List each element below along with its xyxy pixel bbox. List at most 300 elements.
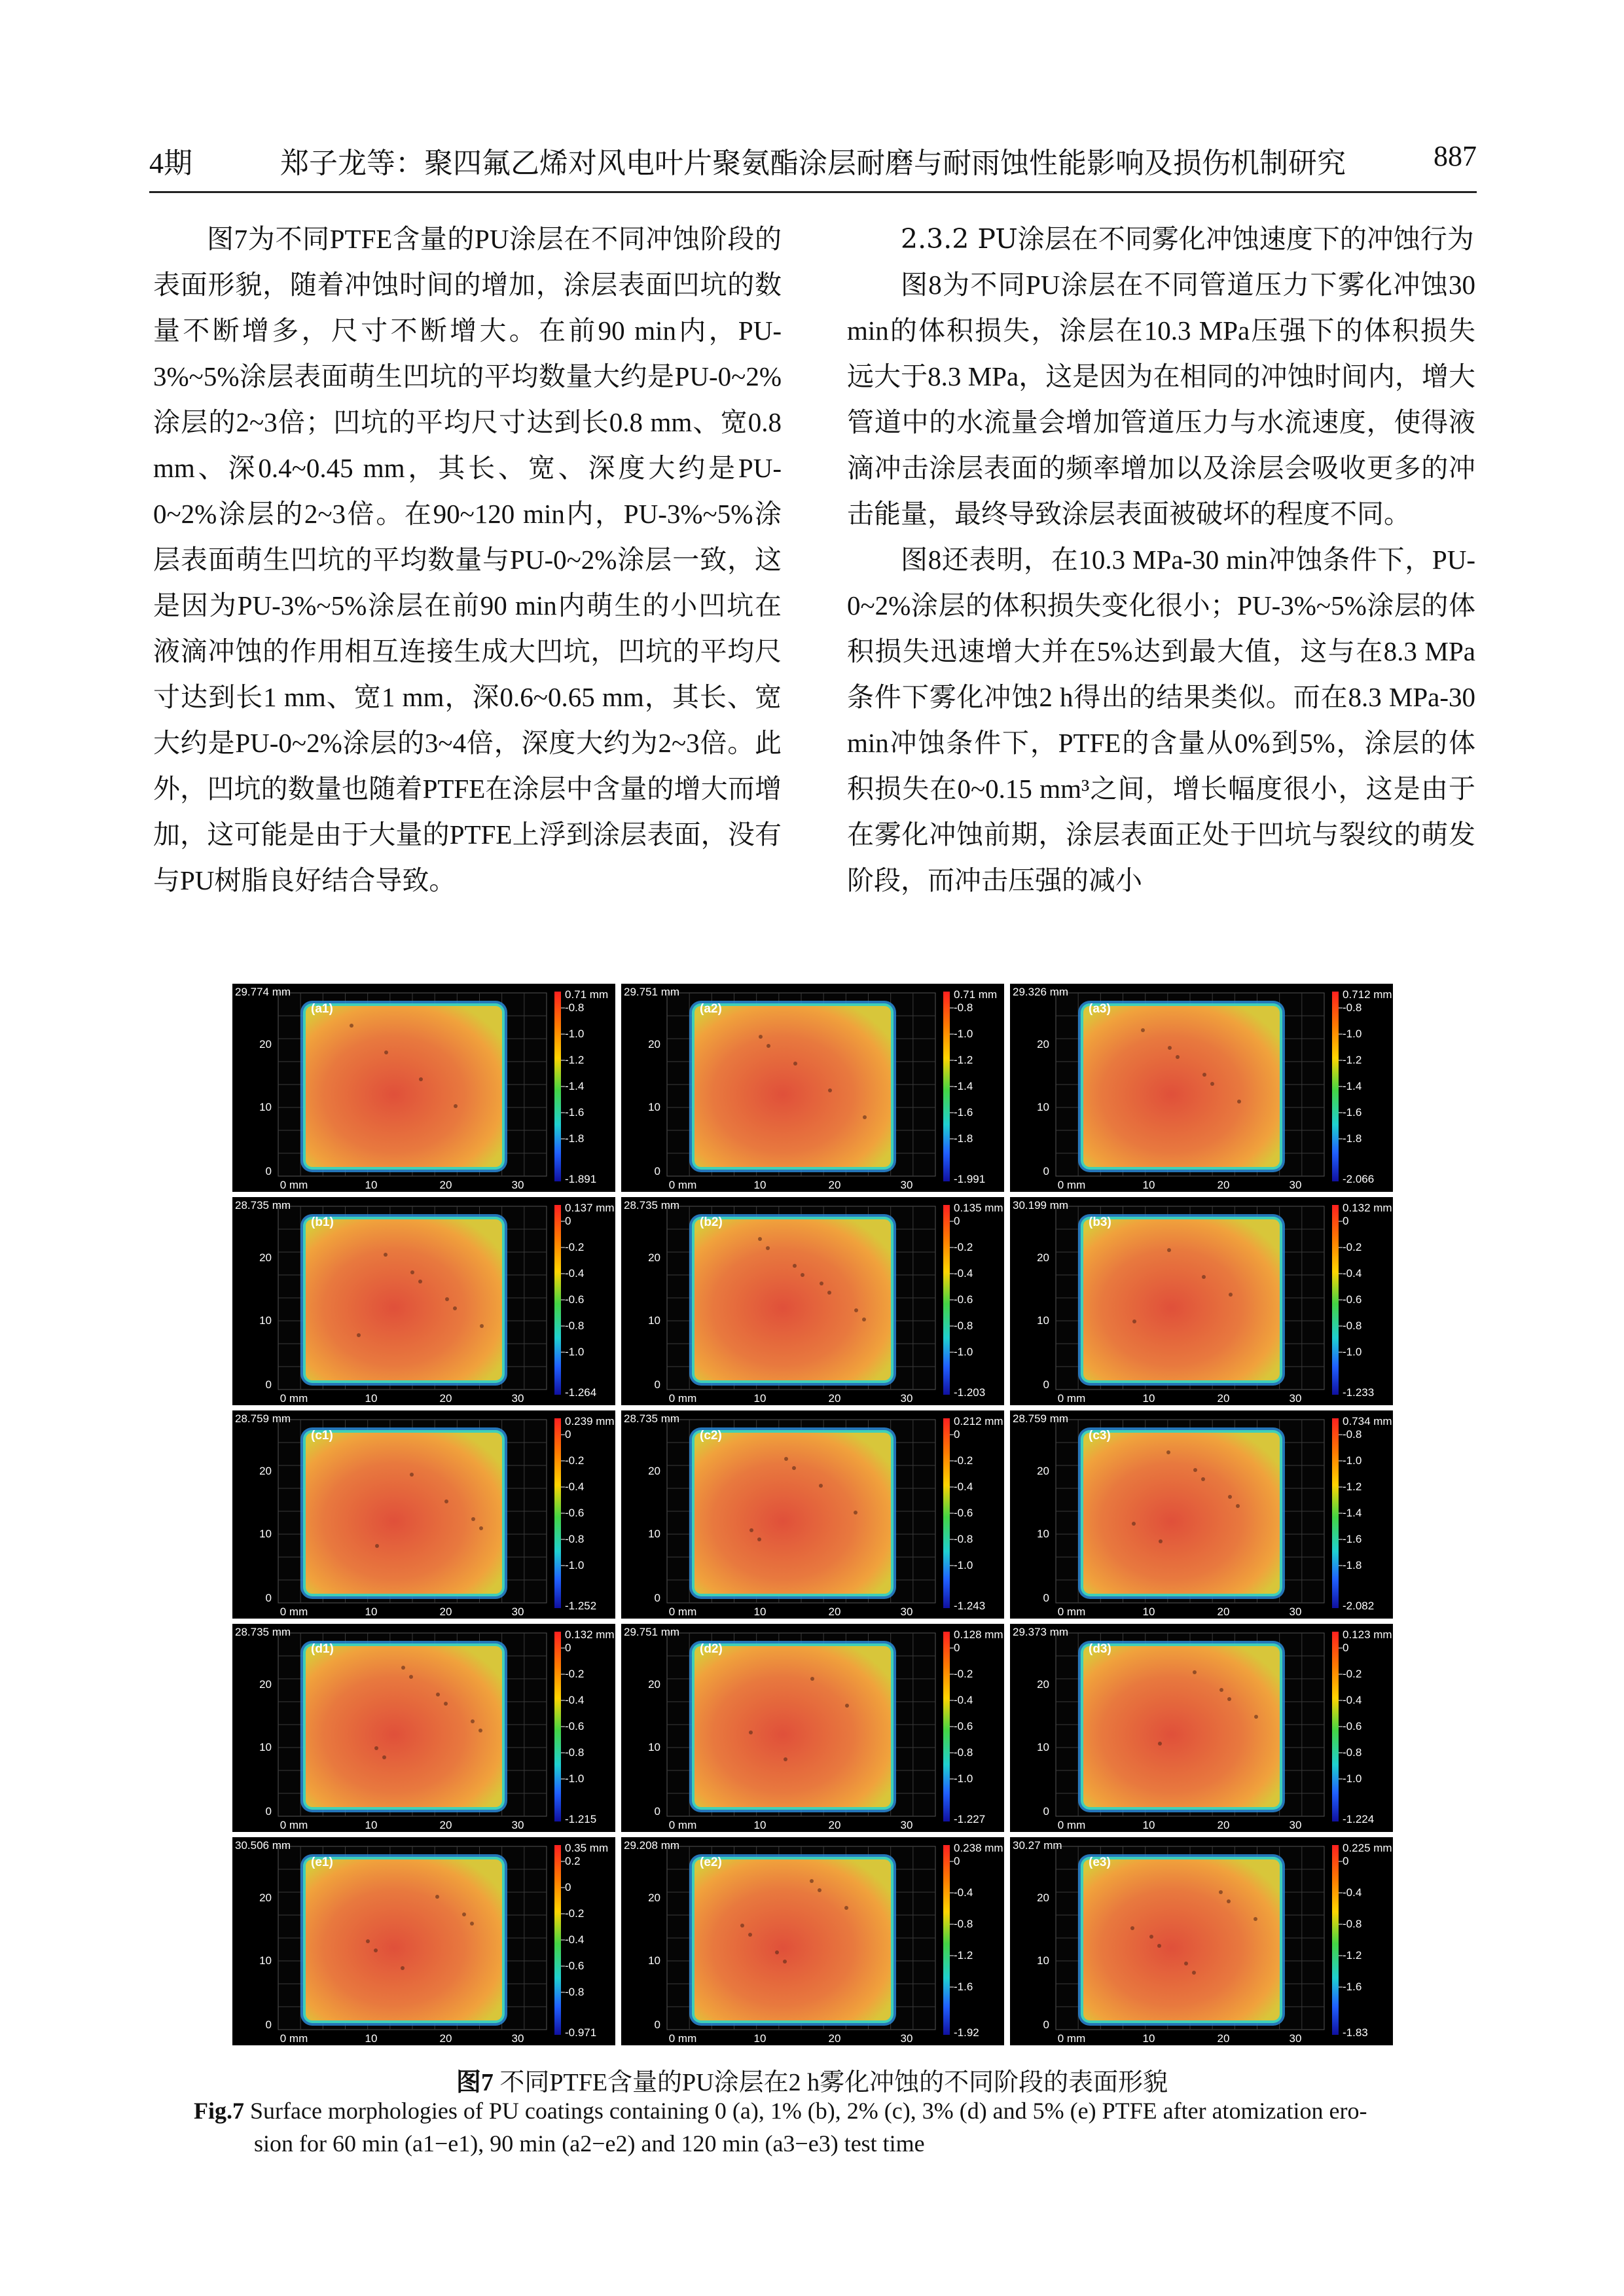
x-tick-label: 0 mm xyxy=(668,1392,697,1405)
surface-map xyxy=(232,1837,615,2045)
colorbar-tick: 0 xyxy=(1343,1641,1349,1654)
x-tick-label: 30 xyxy=(900,1179,913,1191)
issue-number: 4期 xyxy=(149,147,192,179)
panel-label: (b3) xyxy=(1089,1215,1111,1229)
y-tick-label: 0 xyxy=(265,1592,272,1604)
colorbar-tick: -1.4 xyxy=(954,1080,973,1092)
colorbar-tick: -0.8 xyxy=(954,1918,973,1930)
colorbar-tick: -1.8 xyxy=(1343,1132,1362,1145)
x-tick-label: 0 mm xyxy=(1057,1392,1086,1405)
y-extent-label: 30.199 mm xyxy=(1013,1199,1069,1211)
panel-label: (a1) xyxy=(311,1002,333,1016)
x-tick-label: 10 xyxy=(753,1605,767,1618)
colorbar-tick: -0.6 xyxy=(1343,1293,1362,1306)
x-tick-label: 30 xyxy=(900,2032,913,2045)
colorbar-tick: -0.2 xyxy=(954,1668,973,1680)
figure-caption-cn xyxy=(0,2062,1624,2098)
colorbar-tick: -1.0 xyxy=(565,1346,585,1358)
colorbar-max: 0.35 mm xyxy=(565,1842,609,1854)
panel-label: (d3) xyxy=(1089,1642,1111,1656)
surface-map xyxy=(621,1624,1004,1832)
x-tick-label: 30 xyxy=(511,1819,524,1831)
surface-map-panel xyxy=(621,1410,1004,1619)
colorbar-tick: -1.2 xyxy=(954,1054,973,1066)
y-tick-label: 10 xyxy=(648,1314,660,1327)
colorbar xyxy=(554,1845,561,2035)
y-tick-label: 10 xyxy=(1037,1528,1049,1540)
y-tick-label: 20 xyxy=(1037,1465,1049,1477)
surface-map xyxy=(621,1410,1004,1619)
section-heading: 2.3.2 PU涂层在不同雾化冲蚀速度下的冲蚀行为 xyxy=(901,223,1474,255)
y-tick-label: 20 xyxy=(259,1465,272,1477)
surface-map xyxy=(1010,1410,1393,1619)
y-tick-label: 10 xyxy=(648,1741,660,1753)
colorbar-tick: -1.2 xyxy=(1343,1949,1362,1962)
y-tick-label: 10 xyxy=(259,1954,272,1967)
surface-map-panel xyxy=(1010,1410,1393,1619)
x-tick-label: 10 xyxy=(1142,1179,1155,1191)
y-tick-label: 20 xyxy=(1037,1038,1049,1050)
colorbar-min: -1.264 xyxy=(565,1386,597,1399)
colorbar-tick: 0 xyxy=(954,1641,960,1654)
surface-map-panel xyxy=(621,1197,1004,1405)
colorbar-tick: -0.4 xyxy=(1343,1886,1362,1899)
y-tick-label: 0 xyxy=(654,2018,660,2031)
x-tick-label: 0 mm xyxy=(280,1819,308,1831)
colorbar-min: -2.082 xyxy=(1343,1600,1375,1612)
x-tick-label: 30 xyxy=(1289,1605,1302,1618)
panel-label: (e2) xyxy=(700,1856,722,1869)
colorbar-max: 0.225 mm xyxy=(1343,1842,1392,1854)
colorbar-min: -1.891 xyxy=(565,1173,597,1185)
surface-map-panel xyxy=(621,984,1004,1192)
surface-map-panel xyxy=(1010,1197,1393,1405)
colorbar-min: -1.227 xyxy=(954,1813,986,1825)
panel-label: (a2) xyxy=(700,1002,722,1016)
colorbar-tick: -0.4 xyxy=(565,1267,585,1280)
x-tick-label: 10 xyxy=(365,2032,378,2045)
surface-map xyxy=(621,1837,1004,2045)
colorbar xyxy=(943,1632,950,1821)
colorbar-tick: 0 xyxy=(954,1215,960,1227)
x-tick-label: 30 xyxy=(1289,1819,1302,1831)
colorbar-tick: 0 xyxy=(565,1641,571,1654)
colorbar-max: 0.132 mm xyxy=(1343,1202,1392,1214)
colorbar xyxy=(1332,992,1339,1181)
colorbar xyxy=(554,992,561,1181)
x-tick-label: 10 xyxy=(365,1179,378,1191)
x-tick-label: 0 mm xyxy=(668,1179,697,1191)
y-tick-label: 20 xyxy=(259,1892,272,1904)
x-tick-label: 20 xyxy=(439,1179,452,1191)
y-tick-label: 20 xyxy=(259,1038,272,1050)
colorbar xyxy=(943,1205,950,1395)
colorbar-tick: -1.2 xyxy=(1343,1480,1362,1493)
colorbar-tick: -0.8 xyxy=(565,1746,585,1759)
colorbar-tick: -0.4 xyxy=(565,1694,585,1706)
x-tick-label: 30 xyxy=(1289,1179,1302,1191)
x-tick-label: 0 mm xyxy=(1057,1605,1086,1618)
surface-map xyxy=(232,1197,615,1405)
y-tick-label: 20 xyxy=(648,1678,660,1691)
colorbar-tick: -0.4 xyxy=(954,1886,973,1899)
x-tick-label: 20 xyxy=(828,1605,841,1618)
colorbar-min: -1.92 xyxy=(954,2026,979,2039)
colorbar-tick: -1.4 xyxy=(565,1080,585,1092)
page-number: 887 xyxy=(1434,140,1477,172)
y-extent-label: 29.373 mm xyxy=(1013,1626,1069,1638)
y-tick-label: 10 xyxy=(259,1101,272,1113)
colorbar xyxy=(554,1632,561,1821)
panel-label: (e1) xyxy=(311,1856,333,1869)
y-tick-label: 10 xyxy=(259,1741,272,1753)
surface-map xyxy=(621,984,1004,1192)
x-tick-label: 20 xyxy=(1217,1605,1230,1618)
surface-map xyxy=(1010,1837,1393,2045)
colorbar-tick: -1.6 xyxy=(1343,1106,1362,1119)
y-tick-label: 20 xyxy=(259,1678,272,1691)
x-tick-label: 0 mm xyxy=(280,1392,308,1405)
colorbar-tick: -1.0 xyxy=(565,1559,585,1571)
body-paragraph: 图8为不同PU涂层在不同管道压力下雾化冲蚀30 min的体积损失，涂层在10.3 MPa压强下的体积损失远大于8.3 MPa，这是因为在相同的冲蚀时间内，增大管道中的水流量会增加管道压力与水流速度，使得液滴冲击涂层表面的频率增加以及涂层会吸收更多的冲击能量，最终导致涂层表面被破坏的程度不同。 xyxy=(847,270,1475,529)
surface-map-panel xyxy=(1010,1624,1393,1832)
colorbar-tick: -0.2 xyxy=(1343,1668,1362,1680)
colorbar-tick: -1.8 xyxy=(954,1132,973,1145)
colorbar-tick: -0.8 xyxy=(1343,1428,1362,1441)
colorbar-tick: -0.8 xyxy=(565,1986,585,1998)
colorbar-tick: 0 xyxy=(1343,1215,1349,1227)
surface-map-panel xyxy=(232,1837,615,2045)
colorbar-max: 0.123 mm xyxy=(1343,1628,1392,1641)
colorbar-tick: -0.6 xyxy=(954,1293,973,1306)
surface-map-panel xyxy=(232,984,615,1192)
right-column xyxy=(847,216,1475,903)
y-tick-label: 20 xyxy=(648,1251,660,1264)
colorbar-tick: -1.8 xyxy=(565,1132,585,1145)
y-tick-label: 20 xyxy=(648,1038,660,1050)
surface-map xyxy=(232,1624,615,1832)
colorbar-tick: -0.2 xyxy=(565,1668,585,1680)
y-tick-label: 10 xyxy=(648,1101,660,1113)
surface-map xyxy=(1010,1624,1393,1832)
colorbar-tick: -0.4 xyxy=(565,1933,585,1946)
y-tick-label: 0 xyxy=(654,1592,660,1604)
x-tick-label: 20 xyxy=(828,1819,841,1831)
colorbar-tick: -0.8 xyxy=(954,1001,973,1014)
y-tick-label: 0 xyxy=(654,1165,660,1177)
colorbar-max: 0.128 mm xyxy=(954,1628,1003,1641)
surface-map-panel xyxy=(621,1837,1004,2045)
y-tick-label: 10 xyxy=(1037,1954,1049,1967)
x-tick-label: 10 xyxy=(753,2032,767,2045)
colorbar-tick: -1.0 xyxy=(1343,1454,1362,1467)
colorbar-max: 0.71 mm xyxy=(954,988,998,1001)
colorbar xyxy=(554,1205,561,1395)
surface-map-panel xyxy=(1010,984,1393,1192)
colorbar-max: 0.239 mm xyxy=(565,1415,615,1427)
colorbar-max: 0.135 mm xyxy=(954,1202,1003,1214)
x-tick-label: 10 xyxy=(753,1392,767,1405)
caption-text-en-line2: sion for 60 min (a1−e1), 90 min (a2−e2) and 120 min (a3−e3) test time xyxy=(254,2130,925,2157)
y-tick-label: 0 xyxy=(265,1165,272,1177)
y-extent-label: 30.506 mm xyxy=(235,1839,291,1852)
surface-map xyxy=(232,1410,615,1619)
y-extent-label: 28.735 mm xyxy=(624,1412,680,1425)
colorbar-tick: -1.6 xyxy=(954,1106,973,1119)
x-tick-label: 20 xyxy=(1217,1179,1230,1191)
x-tick-label: 0 mm xyxy=(668,1605,697,1618)
colorbar-tick: -1.2 xyxy=(565,1054,585,1066)
colorbar-tick: -1.8 xyxy=(1343,1559,1362,1571)
colorbar-tick: -0.6 xyxy=(565,1293,585,1306)
colorbar-tick: -0.8 xyxy=(1343,1918,1362,1930)
x-tick-label: 20 xyxy=(439,1819,452,1831)
x-tick-label: 0 mm xyxy=(280,1605,308,1618)
y-tick-label: 10 xyxy=(648,1954,660,1967)
caption-text-cn: 不同PTFE含量的PU涂层在2 h雾化冲蚀的不同阶段的表面形貌 xyxy=(493,2069,1168,2096)
surface-map xyxy=(1010,1197,1393,1405)
y-tick-label: 20 xyxy=(1037,1251,1049,1264)
colorbar-tick: -1.0 xyxy=(565,1772,585,1785)
y-tick-label: 0 xyxy=(265,1805,272,1818)
panel-label: (c3) xyxy=(1089,1429,1111,1443)
colorbar-min: -0.971 xyxy=(565,2026,597,2039)
colorbar-max: 0.734 mm xyxy=(1343,1415,1392,1427)
colorbar-min: -1.233 xyxy=(1343,1386,1375,1399)
colorbar xyxy=(1332,1205,1339,1395)
colorbar xyxy=(943,1845,950,2035)
colorbar-max: 0.137 mm xyxy=(565,1202,615,1214)
surface-map xyxy=(232,984,615,1192)
x-tick-label: 30 xyxy=(511,1605,524,1618)
x-tick-label: 0 mm xyxy=(1057,1819,1086,1831)
running-title: 郑子龙等：聚四氟乙烯对风电叶片聚氨酯涂层耐磨与耐雨蚀性能影响及损伤机制研究 xyxy=(280,147,1346,179)
x-tick-label: 20 xyxy=(439,2032,452,2045)
body-paragraph: 图7为不同PTFE含量的PU涂层在不同冲蚀阶段的表面形貌，随着冲蚀时间的增加，涂层表面凹坑的数量不断增多，尺寸不断增大。在前90 min内，PU-3%~5%涂层表面萌生凹坑的平均数量大约是PU-0~2%涂层的2~3倍；凹坑的平均尺寸达到长0.8 mm、宽0.8 mm、深0.4~0.45 mm，其长、宽、深度大约是PU-0~2%涂层的2~3倍。在90~120 min内，PU-3%~5%涂层表面萌生凹坑的平均数量与PU-0~2%涂层一致，这是因为PU-3%~5%涂层在前90 min内萌生的小凹坑在液滴冲蚀的作用相互连接生成大凹坑，凹坑的平均尺寸达到长1 mm、宽1 mm，深0.6~0.65 mm，其长、宽大约是PU-0~2%涂层的3~4倍，深度大约为2~3倍。此外，凹坑的数量也随着PTFE在涂层中含量的增大而增加，这可能是由于大量的PTFE上浮到涂层表面，没有与PU树脂良好结合导致。 xyxy=(153,224,782,895)
y-extent-label: 28.759 mm xyxy=(235,1412,291,1425)
colorbar-tick: -0.6 xyxy=(565,1960,585,1972)
y-tick-label: 0 xyxy=(1043,1378,1049,1391)
y-extent-label: 29.751 mm xyxy=(624,986,680,998)
colorbar-tick: -1.0 xyxy=(1343,1346,1362,1358)
colorbar-max: 0.212 mm xyxy=(954,1415,1003,1427)
colorbar-min: -1.991 xyxy=(954,1173,986,1185)
x-tick-label: 30 xyxy=(900,1605,913,1618)
panel-label: (d1) xyxy=(311,1642,334,1656)
colorbar xyxy=(1332,1845,1339,2035)
colorbar-min: -1.224 xyxy=(1343,1813,1375,1825)
x-tick-label: 30 xyxy=(511,1179,524,1191)
y-tick-label: 10 xyxy=(259,1314,272,1327)
colorbar-tick: -1.6 xyxy=(1343,1533,1362,1545)
x-tick-label: 10 xyxy=(1142,1819,1155,1831)
colorbar-min: -2.066 xyxy=(1343,1173,1375,1185)
y-extent-label: 28.735 mm xyxy=(624,1199,680,1211)
y-extent-label: 28.735 mm xyxy=(235,1199,291,1211)
y-extent-label: 28.735 mm xyxy=(235,1626,291,1638)
x-tick-label: 10 xyxy=(365,1819,378,1831)
x-tick-label: 20 xyxy=(439,1605,452,1618)
colorbar-tick: -0.4 xyxy=(1343,1694,1362,1706)
colorbar-tick: -0.6 xyxy=(954,1507,973,1519)
colorbar-tick: -0.2 xyxy=(954,1454,973,1467)
colorbar-tick: 0 xyxy=(565,1881,571,1893)
y-tick-label: 20 xyxy=(648,1465,660,1477)
y-tick-label: 10 xyxy=(259,1528,272,1540)
colorbar xyxy=(1332,1632,1339,1821)
colorbar-tick: -0.8 xyxy=(954,1319,973,1332)
surface-map-panel xyxy=(232,1410,615,1619)
surface-map-panel xyxy=(232,1624,615,1832)
running-header xyxy=(149,134,1477,187)
colorbar-max: 0.712 mm xyxy=(1343,988,1392,1001)
x-tick-label: 20 xyxy=(1217,1819,1230,1831)
x-tick-label: 30 xyxy=(900,1392,913,1405)
figure-caption-en xyxy=(194,2094,1431,2160)
panel-label: (c1) xyxy=(311,1429,333,1443)
colorbar-tick: -0.4 xyxy=(954,1267,973,1280)
y-tick-label: 0 xyxy=(265,2018,272,2031)
colorbar-min: -1.83 xyxy=(1343,2026,1368,2039)
y-extent-label: 29.774 mm xyxy=(235,986,291,998)
colorbar-tick: -1.0 xyxy=(954,1346,973,1358)
colorbar-tick: -0.8 xyxy=(954,1746,973,1759)
x-tick-label: 10 xyxy=(753,1819,767,1831)
colorbar xyxy=(943,992,950,1181)
x-tick-label: 30 xyxy=(511,2032,524,2045)
x-tick-label: 0 mm xyxy=(280,2032,308,2045)
x-tick-label: 10 xyxy=(1142,1392,1155,1405)
y-tick-label: 0 xyxy=(654,1378,660,1391)
caption-label-cn: 图7 xyxy=(456,2069,494,2096)
x-tick-label: 30 xyxy=(900,1819,913,1831)
y-extent-label: 30.27 mm xyxy=(1013,1839,1062,1852)
surface-map-panel xyxy=(1010,1837,1393,2045)
x-tick-label: 0 mm xyxy=(668,2032,697,2045)
colorbar-tick: -0.8 xyxy=(1343,1746,1362,1759)
colorbar-tick: -0.8 xyxy=(1343,1001,1362,1014)
colorbar-tick: 0 xyxy=(954,1428,960,1441)
colorbar-tick: -1.0 xyxy=(1343,1028,1362,1040)
y-tick-label: 10 xyxy=(1037,1101,1049,1113)
colorbar-tick: 0 xyxy=(565,1428,571,1441)
y-tick-label: 0 xyxy=(1043,1165,1049,1177)
colorbar-tick: -0.8 xyxy=(565,1319,585,1332)
colorbar-tick: -0.4 xyxy=(1343,1267,1362,1280)
y-tick-label: 10 xyxy=(1037,1314,1049,1327)
colorbar-tick: -0.6 xyxy=(1343,1720,1362,1732)
panel-label: (b1) xyxy=(311,1215,334,1229)
x-tick-label: 10 xyxy=(365,1392,378,1405)
caption-label-en: Fig.7 xyxy=(194,2098,244,2124)
y-extent-label: 29.751 mm xyxy=(624,1626,680,1638)
colorbar-tick: -0.6 xyxy=(954,1720,973,1732)
colorbar-tick: -0.2 xyxy=(565,1907,585,1920)
colorbar-max: 0.71 mm xyxy=(565,988,609,1001)
colorbar-tick: -1.6 xyxy=(954,1981,973,1993)
colorbar-tick: -1.0 xyxy=(954,1028,973,1040)
colorbar-tick: -1.2 xyxy=(1343,1054,1362,1066)
y-extent-label: 28.759 mm xyxy=(1013,1412,1069,1425)
colorbar-tick: 0 xyxy=(1343,1855,1349,1867)
x-tick-label: 30 xyxy=(1289,2032,1302,2045)
y-extent-label: 29.208 mm xyxy=(624,1839,680,1852)
colorbar-tick: -1.0 xyxy=(565,1028,585,1040)
surface-map xyxy=(621,1197,1004,1405)
y-tick-label: 0 xyxy=(1043,1805,1049,1818)
colorbar-tick: -1.0 xyxy=(954,1772,973,1785)
panel-label: (e3) xyxy=(1089,1856,1111,1869)
colorbar-tick: -0.6 xyxy=(565,1720,585,1732)
y-tick-label: 0 xyxy=(1043,2018,1049,2031)
x-tick-label: 20 xyxy=(828,2032,841,2045)
body-paragraph: 图8还表明，在10.3 MPa-30 min冲蚀条件下，PU-0~2%涂层的体积损失变化很小；PU-3%~5%涂层的体积损失迅速增大并在5%达到最大值，这与在8.3 MPa条件下雾化冲蚀2 h得出的结果类似。而在8.3 MPa-30 min冲蚀条件下，PTFE的含量从0%到5%，涂层的体积损失在0~0.15 mm³之间，增长幅度很小，这是由于在雾化冲蚀前期，涂层表面正处于凹坑与裂纹的萌发阶段，而冲击压强的减小 xyxy=(847,545,1475,895)
colorbar-tick: -1.4 xyxy=(1343,1507,1362,1519)
panel-label: (a3) xyxy=(1089,1002,1111,1016)
colorbar-tick: -1.6 xyxy=(1343,1981,1362,1993)
colorbar-tick: -0.8 xyxy=(954,1533,973,1545)
surface-map xyxy=(1010,984,1393,1192)
y-extent-label: 29.326 mm xyxy=(1013,986,1069,998)
x-tick-label: 10 xyxy=(365,1605,378,1618)
colorbar-max: 0.238 mm xyxy=(954,1842,1003,1854)
y-tick-label: 10 xyxy=(1037,1741,1049,1753)
y-tick-label: 20 xyxy=(1037,1678,1049,1691)
left-column xyxy=(153,216,782,903)
panel-label: (b2) xyxy=(700,1215,723,1229)
colorbar-tick: -0.8 xyxy=(1343,1319,1362,1332)
colorbar-tick: -1.4 xyxy=(1343,1080,1362,1092)
colorbar-tick: -0.2 xyxy=(565,1241,585,1253)
colorbar-tick: -0.2 xyxy=(954,1241,973,1253)
x-tick-label: 10 xyxy=(1142,1605,1155,1618)
y-tick-label: 0 xyxy=(1043,1592,1049,1604)
surface-map-panel xyxy=(232,1197,615,1405)
x-tick-label: 20 xyxy=(439,1392,452,1405)
colorbar-min: -1.203 xyxy=(954,1386,986,1399)
colorbar-tick: 0.2 xyxy=(565,1855,581,1867)
y-tick-label: 20 xyxy=(1037,1892,1049,1904)
colorbar-tick: -1.0 xyxy=(954,1559,973,1571)
colorbar-tick: 0 xyxy=(565,1215,571,1227)
colorbar-tick: 0 xyxy=(954,1855,960,1867)
y-tick-label: 0 xyxy=(265,1378,272,1391)
colorbar-tick: -0.4 xyxy=(565,1480,585,1493)
colorbar-tick: -1.2 xyxy=(954,1949,973,1962)
colorbar-tick: -0.4 xyxy=(954,1694,973,1706)
y-tick-label: 20 xyxy=(648,1892,660,1904)
x-tick-label: 10 xyxy=(753,1179,767,1191)
figure-7-grid xyxy=(232,984,1393,2044)
x-tick-label: 0 mm xyxy=(668,1819,697,1831)
colorbar-tick: -1.0 xyxy=(1343,1772,1362,1785)
x-tick-label: 20 xyxy=(1217,1392,1230,1405)
colorbar-tick: -0.4 xyxy=(954,1480,973,1493)
x-tick-label: 20 xyxy=(1217,2032,1230,2045)
x-tick-label: 30 xyxy=(1289,1392,1302,1405)
x-tick-label: 20 xyxy=(828,1392,841,1405)
colorbar-tick: -0.2 xyxy=(1343,1241,1362,1253)
colorbar-tick: -0.8 xyxy=(565,1533,585,1545)
colorbar xyxy=(943,1418,950,1608)
panel-label: (d2) xyxy=(700,1642,723,1656)
colorbar xyxy=(1332,1418,1339,1608)
colorbar-tick: -0.2 xyxy=(565,1454,585,1467)
colorbar xyxy=(554,1418,561,1608)
colorbar-tick: -0.6 xyxy=(565,1507,585,1519)
colorbar-max: 0.132 mm xyxy=(565,1628,615,1641)
surface-map-panel xyxy=(621,1624,1004,1832)
